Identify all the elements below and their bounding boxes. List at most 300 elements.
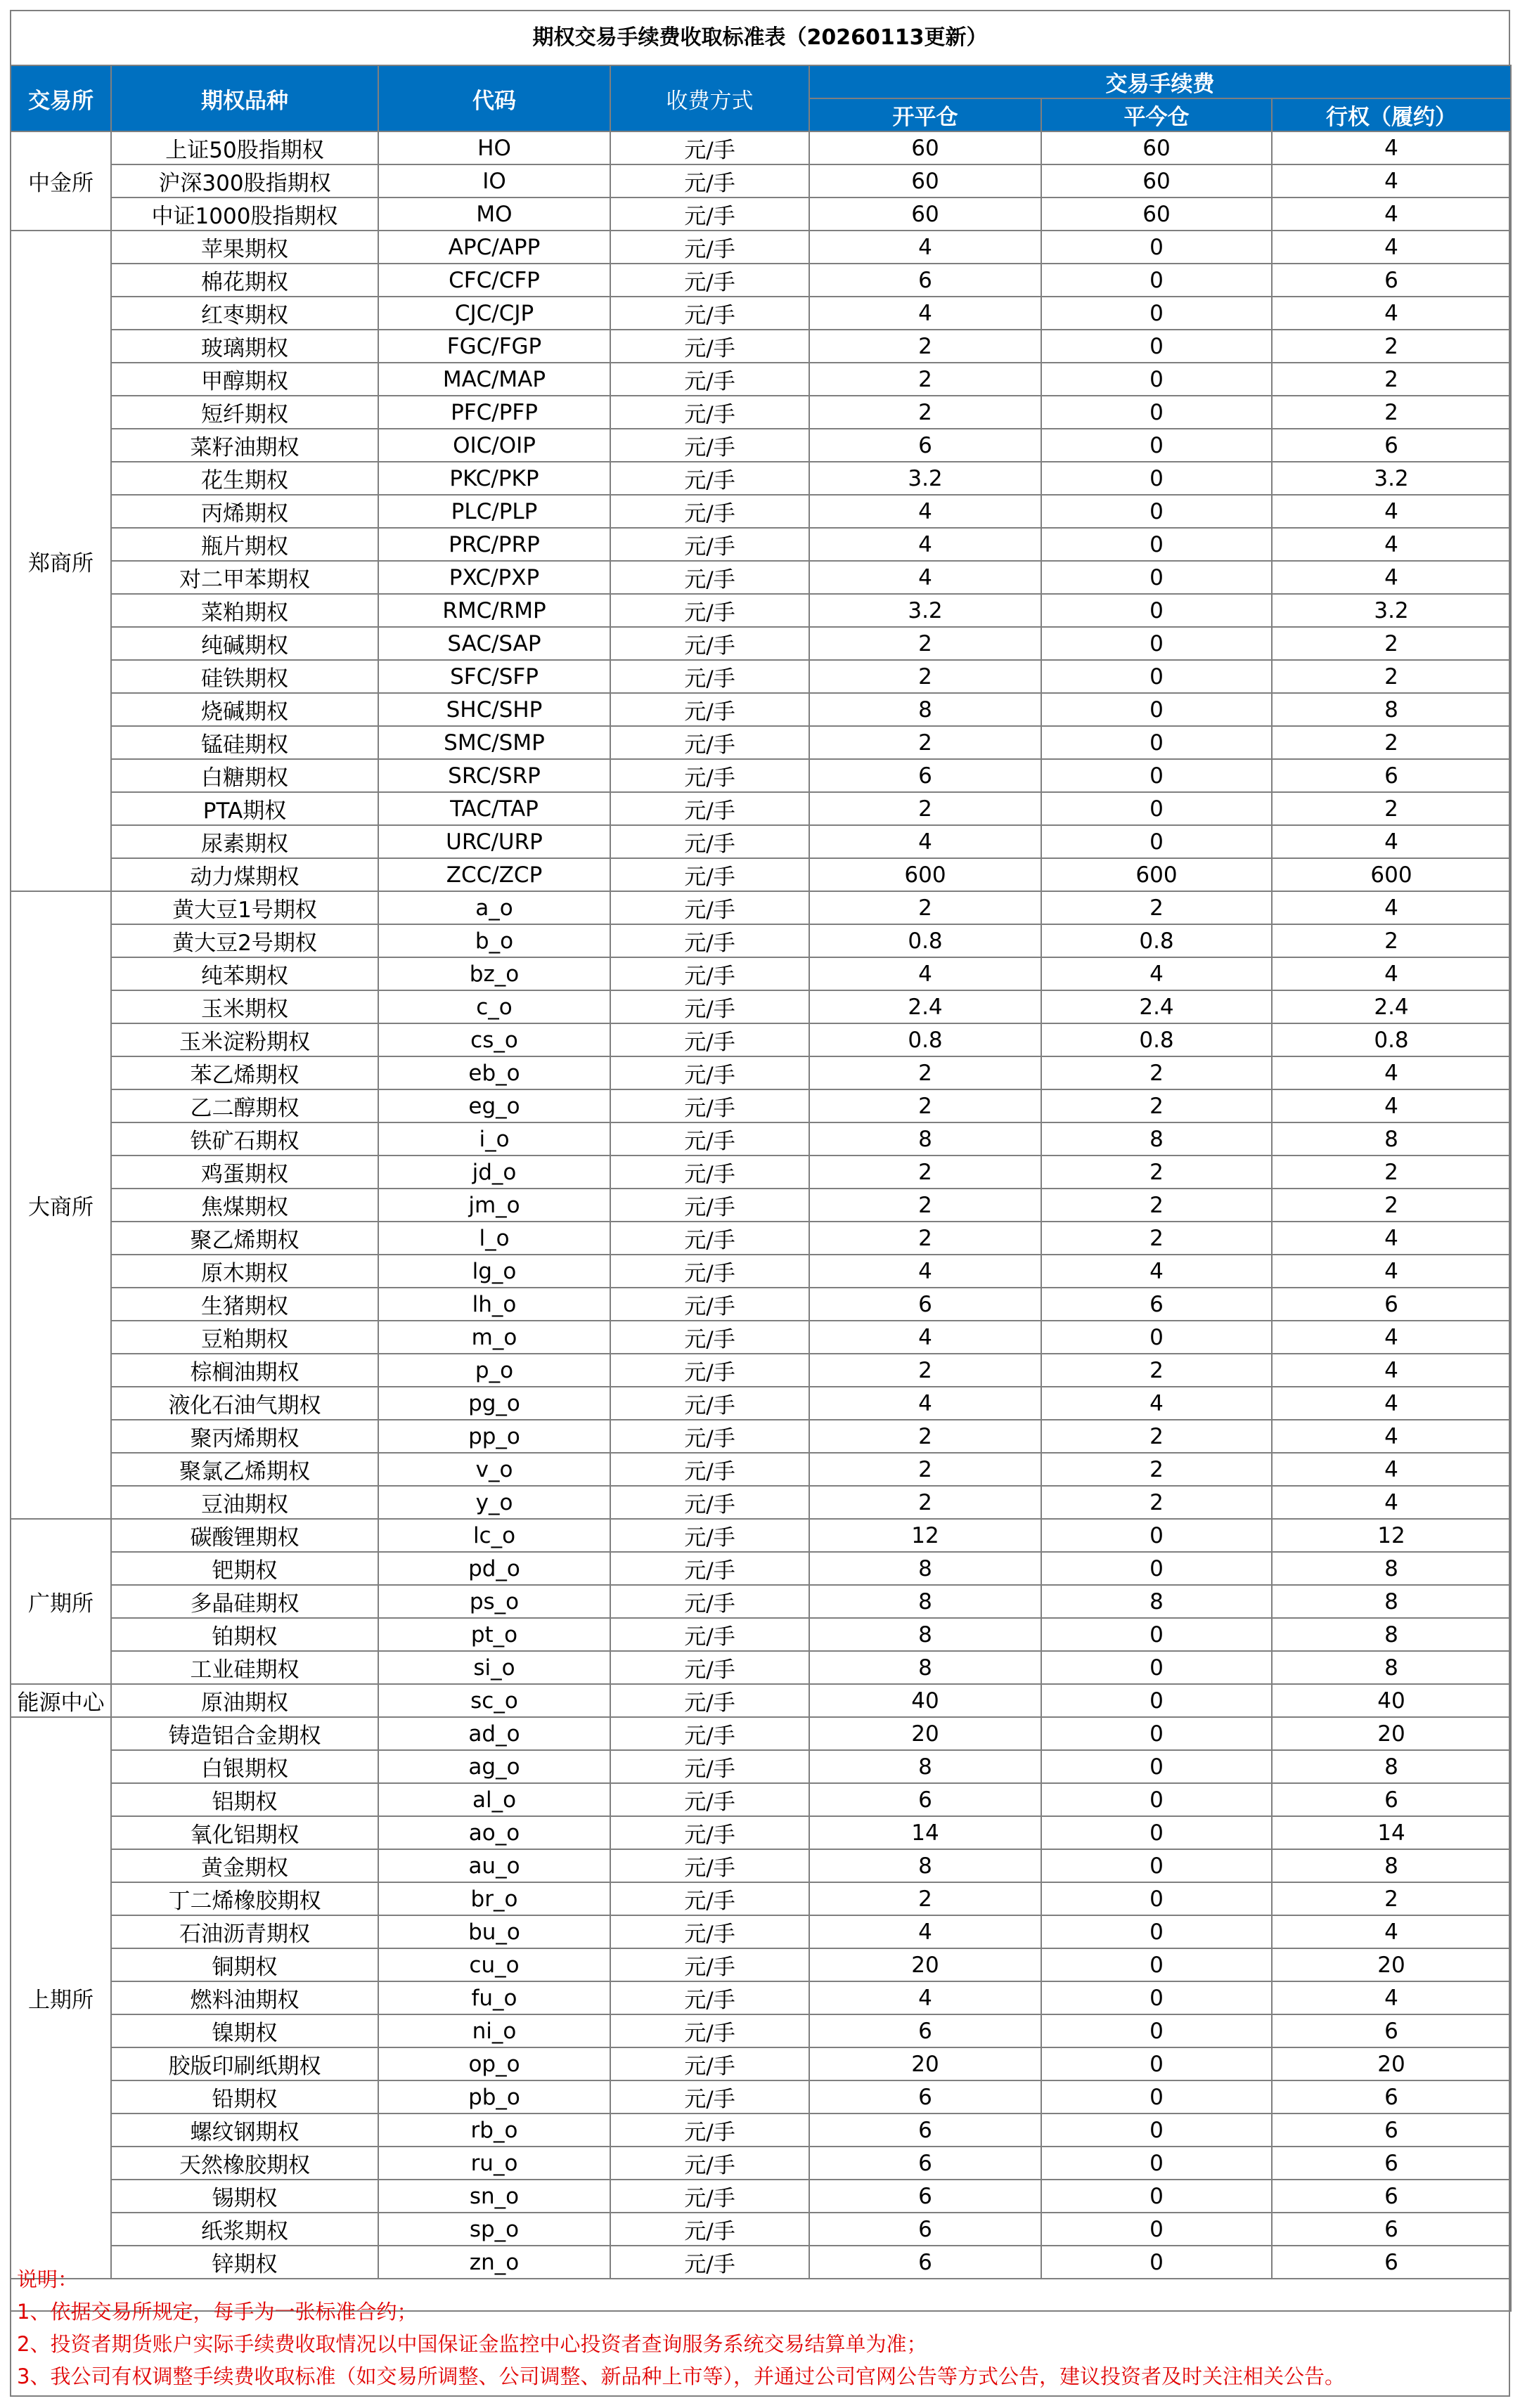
method-cell: 元/手: [610, 1552, 809, 1585]
method-cell: 元/手: [610, 1354, 809, 1387]
open-close-fee-cell: 4: [809, 1255, 1041, 1288]
method-cell: 元/手: [610, 825, 809, 858]
close-today-fee-cell: 0: [1041, 1552, 1272, 1585]
method-cell: 元/手: [610, 2114, 809, 2147]
open-close-fee-cell: 40: [809, 1684, 1041, 1717]
code-cell: sc_o: [378, 1684, 610, 1717]
method-cell: 元/手: [610, 1816, 809, 1849]
table-row: [11, 297, 1511, 330]
code-cell: cu_o: [378, 1948, 610, 1981]
open-close-fee-cell: 6: [809, 2014, 1041, 2047]
method-cell: 元/手: [610, 858, 809, 891]
code-cell: bz_o: [378, 957, 610, 990]
open-close-fee-cell: 2: [809, 1354, 1041, 1387]
method-cell: 元/手: [610, 1981, 809, 2014]
close-today-fee-cell: 0: [1041, 1651, 1272, 1684]
open-close-fee-cell: 20: [809, 2047, 1041, 2080]
table-row: [11, 1288, 1511, 1321]
note-item-2: 2、投资者期货账户实际手续费收取情况以中国保证金监控中心投资者查询服务系统交易结算单为准；: [17, 2332, 927, 2356]
code-cell: SFC/SFP: [378, 660, 610, 693]
open-close-fee-cell: 6: [809, 759, 1041, 792]
open-close-fee-cell: 2: [809, 1056, 1041, 1089]
exercise-fee-cell: 6: [1272, 2080, 1511, 2114]
code-cell: au_o: [378, 1849, 610, 1882]
open-close-fee-cell: 2.4: [809, 990, 1041, 1023]
product-cell: 胶版印刷纸期权: [111, 2047, 378, 2080]
method-cell: 元/手: [610, 1717, 809, 1750]
table-row: [11, 825, 1511, 858]
open-close-fee-cell: 8: [809, 1552, 1041, 1585]
exercise-fee-cell: 4: [1272, 1056, 1511, 1089]
exercise-fee-cell: 2: [1272, 330, 1511, 363]
product-cell: 玉米淀粉期权: [111, 1023, 378, 1056]
code-cell: eb_o: [378, 1056, 610, 1089]
code-cell: PRC/PRP: [378, 528, 610, 561]
table-row: [11, 726, 1511, 759]
method-cell: 元/手: [610, 1056, 809, 1089]
close-today-fee-cell: 0: [1041, 2047, 1272, 2080]
close-today-fee-cell: 2: [1041, 1156, 1272, 1189]
product-cell: 对二甲苯期权: [111, 561, 378, 594]
product-cell: 黄大豆1号期权: [111, 891, 378, 924]
close-today-fee-cell: 0: [1041, 759, 1272, 792]
code-cell: RMC/RMP: [378, 594, 610, 627]
table-row: [11, 528, 1511, 561]
header-product: 期权品种: [111, 65, 378, 131]
table-row: [11, 990, 1511, 1023]
code-cell: APC/APP: [378, 231, 610, 264]
close-today-fee-cell: 8: [1041, 1122, 1272, 1156]
notes-heading: 说明：: [17, 2267, 79, 2291]
table-row: [11, 1519, 1511, 1552]
product-cell: 纸浆期权: [111, 2213, 378, 2246]
table-row: [11, 660, 1511, 693]
table-row: [11, 2180, 1511, 2213]
method-cell: 元/手: [610, 528, 809, 561]
code-cell: ps_o: [378, 1585, 610, 1618]
table-row: [11, 1453, 1511, 1486]
code-cell: a_o: [378, 891, 610, 924]
table-row: [11, 891, 1511, 924]
code-cell: OIC/OIP: [378, 429, 610, 462]
product-cell: 白糖期权: [111, 759, 378, 792]
exercise-fee-cell: 2.4: [1272, 990, 1511, 1023]
method-cell: 元/手: [610, 2246, 809, 2279]
table-row: [11, 1651, 1511, 1684]
product-cell: 苯乙烯期权: [111, 1056, 378, 1089]
close-today-fee-cell: 0: [1041, 2213, 1272, 2246]
code-cell: cs_o: [378, 1023, 610, 1056]
open-close-fee-cell: 8: [809, 1651, 1041, 1684]
close-today-fee-cell: 0: [1041, 627, 1272, 660]
table-row: [11, 1321, 1511, 1354]
product-cell: 聚丙烯期权: [111, 1420, 378, 1453]
open-close-fee-cell: 4: [809, 825, 1041, 858]
product-cell: 螺纹钢期权: [111, 2114, 378, 2147]
close-today-fee-cell: 2: [1041, 891, 1272, 924]
method-cell: 元/手: [610, 396, 809, 429]
product-cell: 铅期权: [111, 2080, 378, 2114]
open-close-fee-cell: 8: [809, 1750, 1041, 1783]
open-close-fee-cell: 2: [809, 1882, 1041, 1915]
close-today-fee-cell: 0: [1041, 1750, 1272, 1783]
open-close-fee-cell: 0.8: [809, 924, 1041, 957]
code-cell: br_o: [378, 1882, 610, 1915]
exercise-fee-cell: 4: [1272, 891, 1511, 924]
close-today-fee-cell: 0: [1041, 462, 1272, 495]
close-today-fee-cell: 0: [1041, 1816, 1272, 1849]
method-cell: 元/手: [610, 264, 809, 297]
table-row: [11, 231, 1511, 264]
code-cell: zn_o: [378, 2246, 610, 2279]
table-row: [11, 164, 1511, 198]
table-row: [11, 1387, 1511, 1420]
exchange-cell: 大商所: [11, 891, 111, 1519]
open-close-fee-cell: 4: [809, 528, 1041, 561]
method-cell: 元/手: [610, 297, 809, 330]
exercise-fee-cell: 2: [1272, 660, 1511, 693]
product-cell: 豆油期权: [111, 1486, 378, 1519]
code-cell: v_o: [378, 1453, 610, 1486]
method-cell: 元/手: [610, 1288, 809, 1321]
close-today-fee-cell: 600: [1041, 858, 1272, 891]
exercise-fee-cell: 4: [1272, 1981, 1511, 2014]
table-row: [11, 1849, 1511, 1882]
exercise-fee-cell: 20: [1272, 1717, 1511, 1750]
close-today-fee-cell: 0: [1041, 1618, 1272, 1651]
exercise-fee-cell: 2: [1272, 1882, 1511, 1915]
close-today-fee-cell: 4: [1041, 1387, 1272, 1420]
table-row: [11, 693, 1511, 726]
table-row: [11, 759, 1511, 792]
code-cell: p_o: [378, 1354, 610, 1387]
table-row: [11, 1684, 1511, 1717]
table-row: [11, 1089, 1511, 1122]
method-cell: 元/手: [610, 957, 809, 990]
open-close-fee-cell: 4: [809, 495, 1041, 528]
table-row: [11, 1948, 1511, 1981]
code-cell: pg_o: [378, 1387, 610, 1420]
code-cell: ni_o: [378, 2014, 610, 2047]
close-today-fee-cell: 0: [1041, 1717, 1272, 1750]
product-cell: 苹果期权: [111, 231, 378, 264]
method-cell: 元/手: [610, 1453, 809, 1486]
table-row: [11, 2014, 1511, 2047]
open-close-fee-cell: 2: [809, 627, 1041, 660]
product-cell: 玻璃期权: [111, 330, 378, 363]
table-row: [11, 1420, 1511, 1453]
close-today-fee-cell: 0: [1041, 495, 1272, 528]
header-open-close: 开平仓: [809, 98, 1041, 131]
header-method: 收费方式: [610, 65, 809, 131]
code-cell: ag_o: [378, 1750, 610, 1783]
product-cell: 液化石油气期权: [111, 1387, 378, 1420]
table-row: [11, 396, 1511, 429]
exchange-cell: 郑商所: [11, 231, 111, 891]
method-cell: 元/手: [610, 1089, 809, 1122]
exercise-fee-cell: 8: [1272, 693, 1511, 726]
exercise-fee-cell: 6: [1272, 264, 1511, 297]
product-cell: 棉花期权: [111, 264, 378, 297]
code-cell: op_o: [378, 2047, 610, 2080]
open-close-fee-cell: 2: [809, 1089, 1041, 1122]
method-cell: 元/手: [610, 2080, 809, 2114]
product-cell: 铂期权: [111, 1618, 378, 1651]
code-cell: jm_o: [378, 1189, 610, 1222]
code-cell: fu_o: [378, 1981, 610, 2014]
table-row: [11, 627, 1511, 660]
code-cell: PLC/PLP: [378, 495, 610, 528]
exercise-fee-cell: 4: [1272, 231, 1511, 264]
exercise-fee-cell: 3.2: [1272, 594, 1511, 627]
close-today-fee-cell: 0: [1041, 1321, 1272, 1354]
table-row: [11, 1023, 1511, 1056]
product-cell: 甲醇期权: [111, 363, 378, 396]
method-cell: 元/手: [610, 1222, 809, 1255]
table-row: [11, 1156, 1511, 1189]
product-cell: 原油期权: [111, 1684, 378, 1717]
close-today-fee-cell: 0: [1041, 561, 1272, 594]
open-close-fee-cell: 8: [809, 1618, 1041, 1651]
open-close-fee-cell: 8: [809, 1849, 1041, 1882]
product-cell: 乙二醇期权: [111, 1089, 378, 1122]
close-today-fee-cell: 0: [1041, 1684, 1272, 1717]
open-close-fee-cell: 0.8: [809, 1023, 1041, 1056]
code-cell: bu_o: [378, 1915, 610, 1948]
exercise-fee-cell: 4: [1272, 957, 1511, 990]
exercise-fee-cell: 4: [1272, 528, 1511, 561]
code-cell: SAC/SAP: [378, 627, 610, 660]
product-cell: 锌期权: [111, 2246, 378, 2279]
product-cell: 生猪期权: [111, 1288, 378, 1321]
code-cell: sn_o: [378, 2180, 610, 2213]
exercise-fee-cell: 4: [1272, 1222, 1511, 1255]
close-today-fee-cell: 0: [1041, 660, 1272, 693]
method-cell: 元/手: [610, 1122, 809, 1156]
method-cell: 元/手: [610, 1156, 809, 1189]
open-close-fee-cell: 60: [809, 198, 1041, 231]
product-cell: 多晶硅期权: [111, 1585, 378, 1618]
close-today-fee-cell: 0: [1041, 594, 1272, 627]
exercise-fee-cell: 6: [1272, 1783, 1511, 1816]
open-close-fee-cell: 4: [809, 297, 1041, 330]
method-cell: 元/手: [610, 131, 809, 164]
open-close-fee-cell: 14: [809, 1816, 1041, 1849]
table-row: [11, 2213, 1511, 2246]
code-cell: m_o: [378, 1321, 610, 1354]
close-today-fee-cell: 0: [1041, 1981, 1272, 2014]
code-cell: FGC/FGP: [378, 330, 610, 363]
method-cell: 元/手: [610, 693, 809, 726]
product-cell: 石油沥青期权: [111, 1915, 378, 1948]
exercise-fee-cell: 3.2: [1272, 462, 1511, 495]
exercise-fee-cell: 6: [1272, 429, 1511, 462]
code-cell: i_o: [378, 1122, 610, 1156]
method-cell: 元/手: [610, 759, 809, 792]
method-cell: 元/手: [610, 198, 809, 231]
table-row: [11, 429, 1511, 462]
method-cell: 元/手: [610, 726, 809, 759]
product-cell: 沪深300股指期权: [111, 164, 378, 198]
code-cell: SMC/SMP: [378, 726, 610, 759]
exercise-fee-cell: 8: [1272, 1618, 1511, 1651]
product-cell: 原木期权: [111, 1255, 378, 1288]
exercise-fee-cell: 4: [1272, 131, 1511, 164]
close-today-fee-cell: 0: [1041, 396, 1272, 429]
open-close-fee-cell: 2: [809, 1420, 1041, 1453]
method-cell: 元/手: [610, 429, 809, 462]
product-cell: 天然橡胶期权: [111, 2147, 378, 2180]
note-item-3: 3、我公司有权调整手续费收取标准（如交易所调整、公司调整、新品种上市等），并通过公司官网公告等方式公告，建议投资者及时关注相关公告。: [17, 2364, 1345, 2388]
open-close-fee-cell: 60: [809, 164, 1041, 198]
open-close-fee-cell: 8: [809, 1585, 1041, 1618]
code-cell: lh_o: [378, 1288, 610, 1321]
fee-sheet: [10, 10, 1510, 2397]
table-row: [11, 462, 1511, 495]
close-today-fee-cell: 0: [1041, 2180, 1272, 2213]
table-row: [11, 1222, 1511, 1255]
product-cell: 动力煤期权: [111, 858, 378, 891]
product-cell: 短纤期权: [111, 396, 378, 429]
open-close-fee-cell: 60: [809, 131, 1041, 164]
open-close-fee-cell: 6: [809, 2114, 1041, 2147]
method-cell: 元/手: [610, 1684, 809, 1717]
table-row: [11, 594, 1511, 627]
method-cell: 元/手: [610, 1783, 809, 1816]
close-today-fee-cell: 0: [1041, 528, 1272, 561]
close-today-fee-cell: 0: [1041, 1948, 1272, 1981]
product-cell: 玉米期权: [111, 990, 378, 1023]
product-cell: 瓶片期权: [111, 528, 378, 561]
exercise-fee-cell: 8: [1272, 1651, 1511, 1684]
code-cell: ru_o: [378, 2147, 610, 2180]
close-today-fee-cell: 2: [1041, 1089, 1272, 1122]
product-cell: 聚氯乙烯期权: [111, 1453, 378, 1486]
code-cell: PKC/PKP: [378, 462, 610, 495]
product-cell: 工业硅期权: [111, 1651, 378, 1684]
close-today-fee-cell: 0: [1041, 825, 1272, 858]
method-cell: 元/手: [610, 1189, 809, 1222]
exercise-fee-cell: 6: [1272, 759, 1511, 792]
product-cell: 锡期权: [111, 2180, 378, 2213]
code-cell: pt_o: [378, 1618, 610, 1651]
close-today-fee-cell: 2: [1041, 1354, 1272, 1387]
open-close-fee-cell: 2: [809, 1486, 1041, 1519]
product-cell: 豆粕期权: [111, 1321, 378, 1354]
open-close-fee-cell: 6: [809, 2213, 1041, 2246]
close-today-fee-cell: 2: [1041, 1420, 1272, 1453]
notes-section: [11, 2263, 1514, 2393]
table-row: [11, 792, 1511, 825]
method-cell: 元/手: [610, 1915, 809, 1948]
code-cell: MAC/MAP: [378, 363, 610, 396]
product-cell: 铝期权: [111, 1783, 378, 1816]
code-cell: HO: [378, 131, 610, 164]
exercise-fee-cell: 4: [1272, 495, 1511, 528]
exercise-fee-cell: 20: [1272, 2047, 1511, 2080]
exercise-fee-cell: 4: [1272, 1354, 1511, 1387]
open-close-fee-cell: 2: [809, 726, 1041, 759]
exercise-fee-cell: 2: [1272, 627, 1511, 660]
open-close-fee-cell: 6: [809, 2180, 1041, 2213]
method-cell: 元/手: [610, 792, 809, 825]
code-cell: URC/URP: [378, 825, 610, 858]
open-close-fee-cell: 4: [809, 957, 1041, 990]
header-exercise: 行权（履约）: [1272, 98, 1511, 131]
product-cell: 黄大豆2号期权: [111, 924, 378, 957]
method-cell: 元/手: [610, 1486, 809, 1519]
product-cell: 鸡蛋期权: [111, 1156, 378, 1189]
exercise-fee-cell: 40: [1272, 1684, 1511, 1717]
table-row: [11, 198, 1511, 231]
open-close-fee-cell: 2: [809, 891, 1041, 924]
close-today-fee-cell: 0: [1041, 1849, 1272, 1882]
table-row: [11, 1717, 1511, 1750]
code-cell: TAC/TAP: [378, 792, 610, 825]
open-close-fee-cell: 6: [809, 1288, 1041, 1321]
open-close-fee-cell: 20: [809, 1948, 1041, 1981]
exercise-fee-cell: 2: [1272, 792, 1511, 825]
product-cell: 镍期权: [111, 2014, 378, 2047]
open-close-fee-cell: 8: [809, 693, 1041, 726]
open-close-fee-cell: 2: [809, 660, 1041, 693]
method-cell: 元/手: [610, 164, 809, 198]
header-close-today: 平今仓: [1041, 98, 1272, 131]
close-today-fee-cell: 0: [1041, 330, 1272, 363]
table-row: [11, 363, 1511, 396]
exercise-fee-cell: 6: [1272, 2246, 1511, 2279]
product-cell: 棕榈油期权: [111, 1354, 378, 1387]
close-today-fee-cell: 0: [1041, 429, 1272, 462]
code-cell: SHC/SHP: [378, 693, 610, 726]
close-today-fee-cell: 2: [1041, 1486, 1272, 1519]
table-row: [11, 1816, 1511, 1849]
close-today-fee-cell: 0: [1041, 2114, 1272, 2147]
header-fee-group: 交易手续费: [809, 65, 1511, 98]
exercise-fee-cell: 4: [1272, 198, 1511, 231]
exercise-fee-cell: 4: [1272, 1387, 1511, 1420]
table-row: [11, 1618, 1511, 1651]
close-today-fee-cell: 60: [1041, 131, 1272, 164]
product-cell: 丙烯期权: [111, 495, 378, 528]
method-cell: 元/手: [610, 495, 809, 528]
exchange-cell: 广期所: [11, 1519, 111, 1684]
close-today-fee-cell: 0: [1041, 792, 1272, 825]
open-close-fee-cell: 4: [809, 561, 1041, 594]
close-today-fee-cell: 2: [1041, 1453, 1272, 1486]
product-cell: 菜籽油期权: [111, 429, 378, 462]
code-cell: SRC/SRP: [378, 759, 610, 792]
code-cell: pb_o: [378, 2080, 610, 2114]
exercise-fee-cell: 8: [1272, 1750, 1511, 1783]
method-cell: 元/手: [610, 1519, 809, 1552]
open-close-fee-cell: 8: [809, 1122, 1041, 1156]
exercise-fee-cell: 14: [1272, 1816, 1511, 1849]
code-cell: CJC/CJP: [378, 297, 610, 330]
exercise-fee-cell: 8: [1272, 1849, 1511, 1882]
method-cell: 元/手: [610, 1849, 809, 1882]
code-cell: y_o: [378, 1486, 610, 1519]
open-close-fee-cell: 4: [809, 1321, 1041, 1354]
open-close-fee-cell: 3.2: [809, 594, 1041, 627]
table-row: [11, 131, 1511, 164]
method-cell: 元/手: [610, 1750, 809, 1783]
page-title: 期权交易手续费收取标准表（20260113更新）: [532, 25, 988, 50]
method-cell: 元/手: [610, 1948, 809, 1981]
exercise-fee-cell: 8: [1272, 1585, 1511, 1618]
product-cell: 花生期权: [111, 462, 378, 495]
code-cell: eg_o: [378, 1089, 610, 1122]
